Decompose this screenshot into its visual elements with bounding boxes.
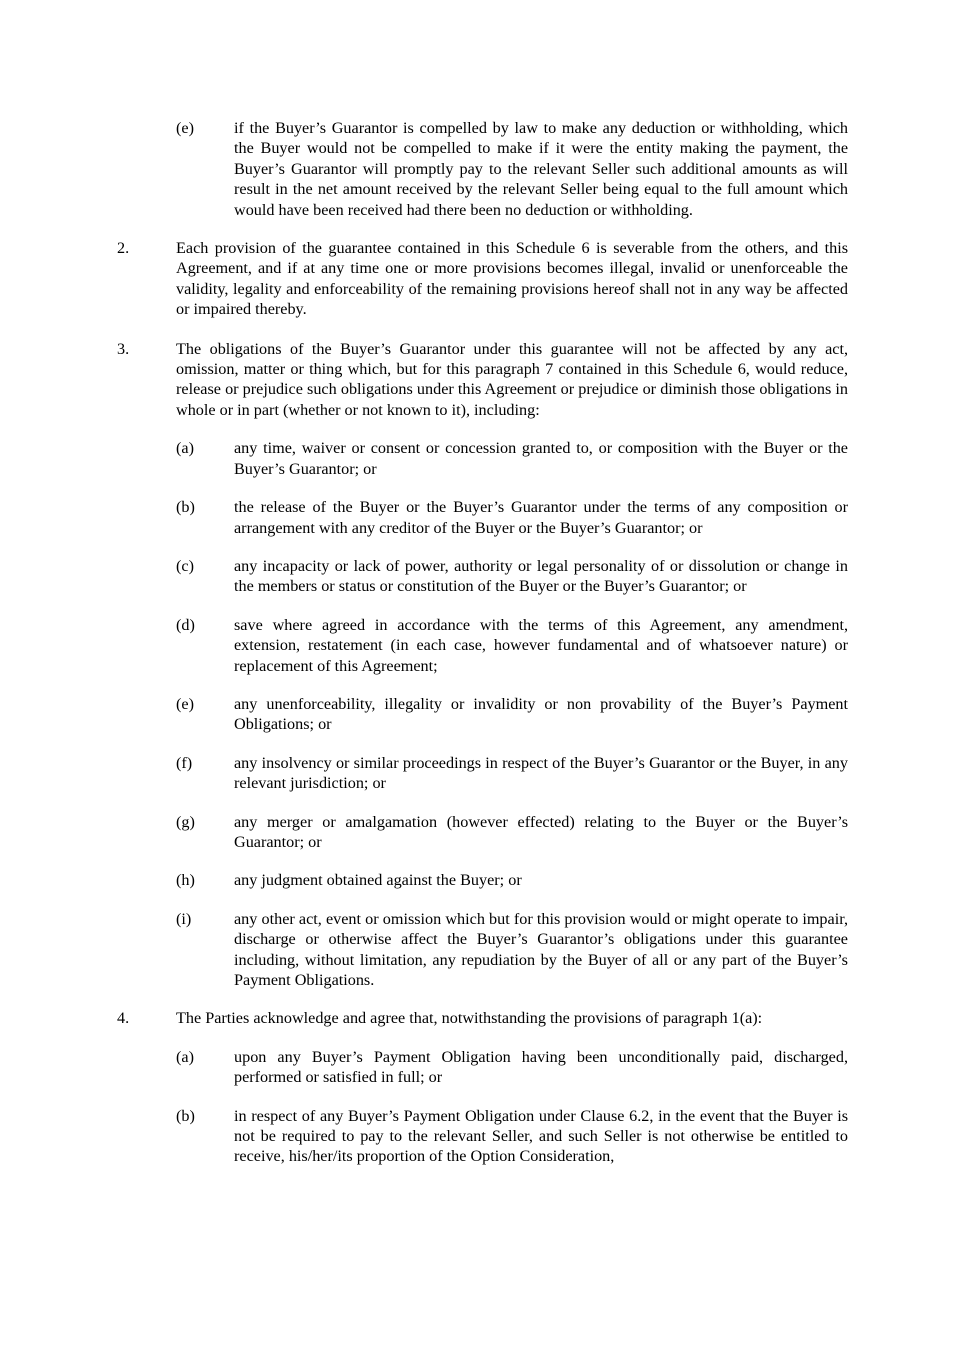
subclause-label: (b) <box>176 498 195 517</box>
subclause-3d <box>0 615 966 676</box>
subclause-4a <box>0 1047 966 1088</box>
subclause-label: (e) <box>176 694 194 713</box>
subclause-text: any incapacity or lack of power, authority or legal personality of or dissolution or change in the members or status or constitution of the Buyer or the Buyer’s Guarantor; or <box>234 556 848 596</box>
subclause-text: the release of the Buyer or the Buyer’s Guarantor under the terms of any composition or arrangement with any creditor of the Buyer or the Buyer’s Guarantor; or <box>234 498 848 537</box>
subclause-label: (d) <box>176 615 195 634</box>
subclause-text: any insolvency or similar proceedings in respect of the Buyer’s Guarantor or the Buyer, in any relevant jurisdiction; or <box>234 753 848 793</box>
subclause-label: (a) <box>176 439 194 458</box>
paragraph-4 <box>0 1008 966 1028</box>
subclause-text: upon any Buyer’s Payment Obligation having been unconditionally paid, discharged, performed or satisfied in full; or <box>234 1047 848 1087</box>
subclause-label: (i) <box>176 909 192 928</box>
paragraph-3 <box>0 339 966 421</box>
subclause-3f <box>0 753 966 794</box>
paragraph-text: The Parties acknowledge and agree that, notwithstanding the provisions of paragraph 1(a): <box>176 1009 763 1028</box>
paragraph-3-subclauses <box>0 438 966 990</box>
paragraph-text: The obligations of the Buyer’s Guarantor under this guarantee will not be affected by any act, omission, matter or thing which, but for this paragraph 7 contained in this Schedule 6, would reduce, release or prejudice such obligations under this Agreement or prejudice or diminish those obligations in whole or in part (whether or not known to it), including: <box>176 339 848 419</box>
subclause-label: (h) <box>176 871 195 890</box>
subclause-text: any other act, event or omission which but for this provision would or might operate to impair, discharge or otherwise affect the Buyer’s Guarantor’s obligations under this guarantee including, without limitation, any repudiation by the Buyer of all or any part of the Buyer’s Payment Obligations. <box>234 909 848 989</box>
subclause-label: (b) <box>176 1106 195 1125</box>
subclause-3g <box>0 812 966 853</box>
subclause-label: (a) <box>176 1047 194 1066</box>
subclause-text: any time, waiver or consent or concession granted to, or composition with the Buyer or the Buyer’s Guarantor; or <box>234 439 848 478</box>
subclause-text: in respect of any Buyer’s Payment Obligation under Clause 6.2, in the event that the Buyer is not be required to pay to the relevant Seller, and such Seller is not otherwise be entitled to receive, his/her/its proportion of the Option Consideration, <box>234 1106 848 1166</box>
paragraph-number: 2. <box>117 239 130 258</box>
subclause-3e <box>0 694 966 735</box>
subclause-3c <box>0 556 966 597</box>
subclause-3i <box>0 909 966 991</box>
subclause-label: (e) <box>176 119 194 137</box>
paragraph-number: 4. <box>117 1009 130 1028</box>
subclause-text: if the Buyer’s Guarantor is compelled by law to make any deduction or withholding, which the Buyer would not be compelled to make if it were the entity making the payment, the Buyer’s Guarantor will promptly pay to the relevant Seller such additional amounts as will result in the net amount received by the relevant Seller being equal to the full amount which would have been received had there been no deduction or withholding. <box>234 119 848 219</box>
subclause-label: (f) <box>176 753 193 772</box>
subclause-3b <box>0 497 966 538</box>
document-page <box>0 118 966 1167</box>
subclause-4b <box>0 1106 966 1167</box>
subclause-text: any judgment obtained against the Buyer; or <box>234 871 522 890</box>
paragraph-text: Each provision of the guarantee contained in this Schedule 6 is severable from the others, and this Agreement, and if at any time one or more provisions becomes illegal, invalid or unenforceable the validity, legality and enforceability of the remaining provisions hereof shall not in any way be affected or impaired thereby. <box>176 239 848 319</box>
paragraph-4-subclauses <box>0 1047 966 1167</box>
subclause-label: (c) <box>176 556 194 575</box>
paragraph-2 <box>0 238 966 320</box>
subclause-text: any unenforceability, illegality or invalidity or non provability of the Buyer’s Payment Obligations; or <box>234 694 848 734</box>
paragraph-number: 3. <box>117 339 130 358</box>
subclause-3h <box>0 870 966 890</box>
intro-subclause-e <box>0 118 966 220</box>
subclause-3a <box>0 438 966 479</box>
subclause-label: (g) <box>176 812 195 831</box>
subclause-text: save where agreed in accordance with the terms of this Agreement, any amendment, extension, restatement (in each case, however fundamental and of whatsoever nature) or replacement of this Agreement; <box>234 615 848 675</box>
subclause-text: any merger or amalgamation (however effected) relating to the Buyer or the Buyer’s Guarantor; or <box>234 812 848 851</box>
